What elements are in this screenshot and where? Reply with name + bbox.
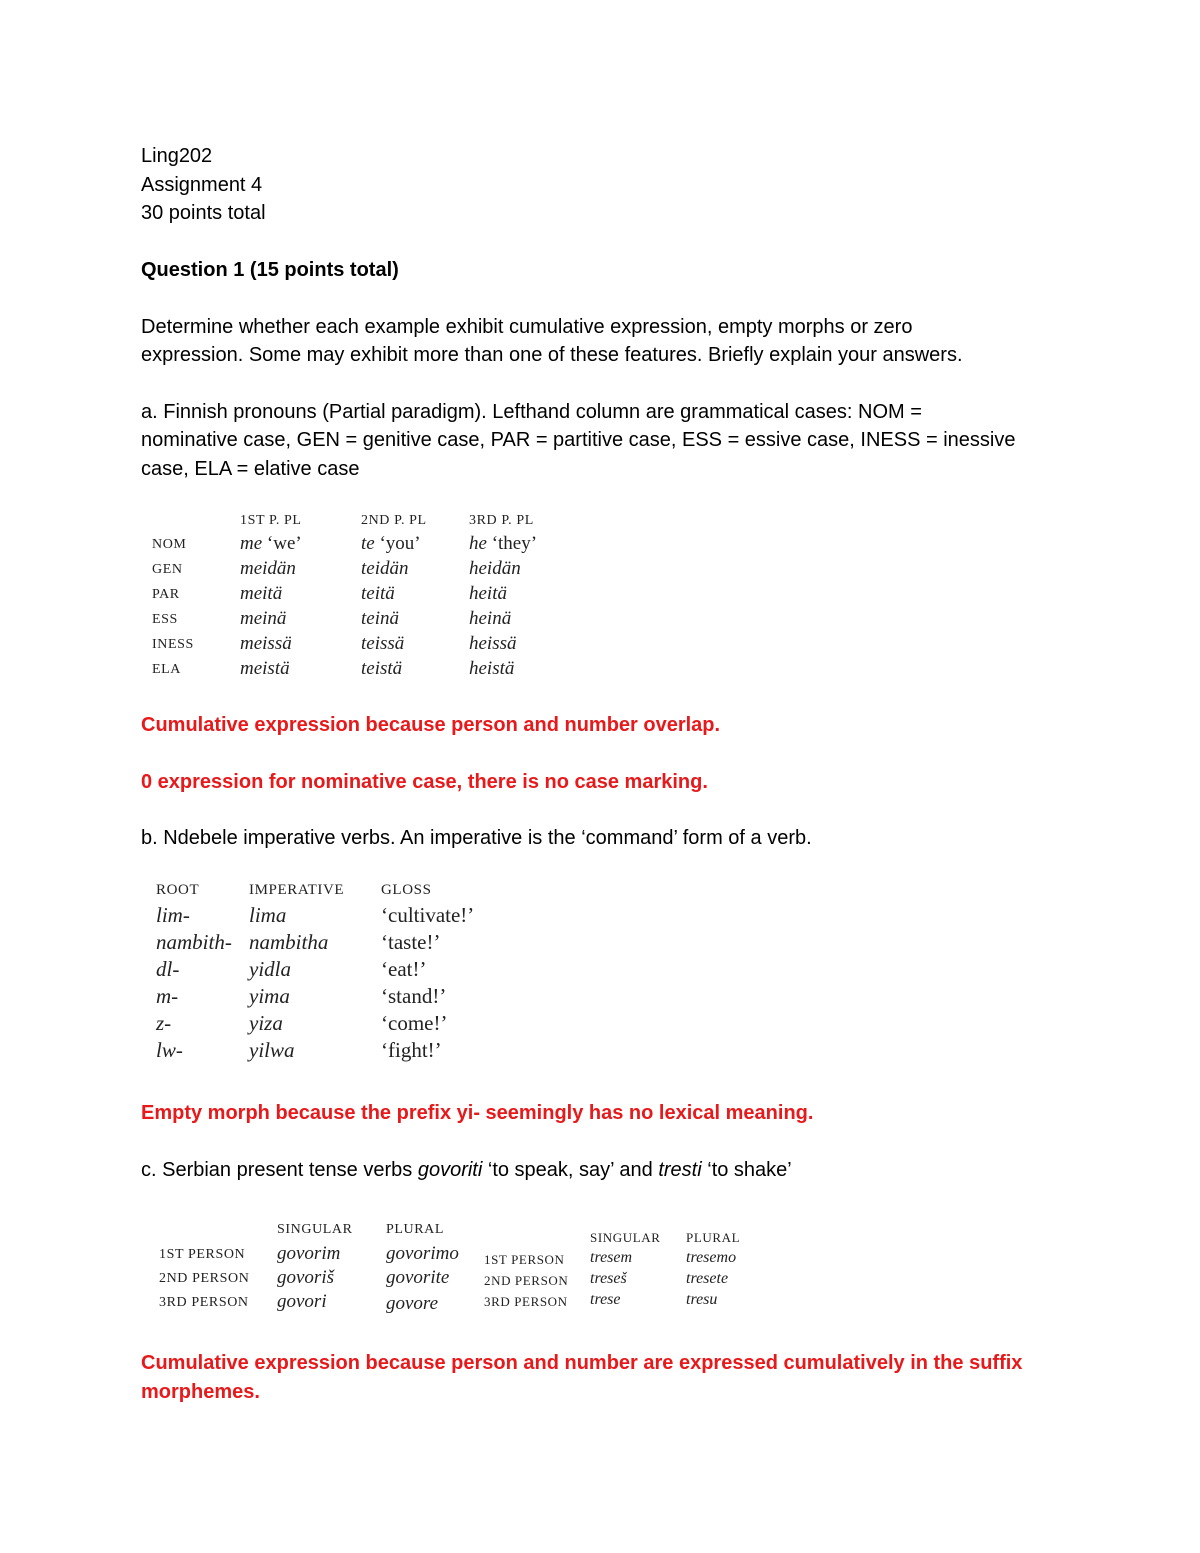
case-label: ESS bbox=[152, 612, 178, 627]
person-label: 1ST PERSON bbox=[484, 1252, 565, 1267]
table-cell: meissä bbox=[240, 633, 292, 654]
imperative-cell: yiza bbox=[249, 1011, 283, 1035]
question-instructions-line-2: expression. Some may exhibit more than one of these features. Briefly explain your answers. bbox=[141, 344, 963, 366]
serbian-govoriti-table bbox=[158, 1220, 478, 1315]
table-header: 3RD P. PL bbox=[469, 513, 534, 528]
table-header: IMPERATIVE bbox=[249, 882, 345, 898]
table-cell: teidän bbox=[361, 558, 409, 579]
root-cell: z- bbox=[156, 1011, 172, 1035]
table-cell: heissä bbox=[469, 633, 517, 654]
table-header: PLURAL bbox=[686, 1230, 741, 1245]
part-c-answer-line-2: morphemes. bbox=[141, 1381, 260, 1403]
table-header: SINGULAR bbox=[590, 1230, 661, 1245]
case-label: ELA bbox=[152, 662, 182, 677]
table-cell: heinä bbox=[469, 608, 512, 629]
part-c-line-1: c. Serbian present tense verbs govoriti ‘to speak, say’ and tresti ‘to shake’ bbox=[141, 1159, 792, 1181]
gloss-cell: ‘cultivate!’ bbox=[381, 903, 475, 927]
gloss-cell: ‘eat!’ bbox=[381, 957, 427, 981]
case-label: PAR bbox=[152, 587, 180, 602]
table-cell: heistä bbox=[469, 658, 515, 679]
table-header: ROOT bbox=[156, 882, 200, 898]
table-header: 1ST P. PL bbox=[240, 513, 302, 528]
plural-cell: govorimo bbox=[386, 1243, 459, 1264]
table-cell: meistä bbox=[240, 658, 290, 679]
singular-cell: tresem bbox=[590, 1249, 633, 1266]
gloss-cell: ‘taste!’ bbox=[381, 930, 441, 954]
root-cell: m- bbox=[156, 984, 179, 1008]
course-name: Ling202 bbox=[141, 145, 213, 167]
singular-cell: trese bbox=[590, 1291, 621, 1308]
root-cell: dl- bbox=[156, 957, 180, 981]
imperative-cell: yima bbox=[249, 984, 290, 1008]
person-label: 2ND PERSON bbox=[484, 1273, 569, 1288]
ndebele-imperative-table bbox=[155, 880, 515, 1065]
imperative-cell: yilwa bbox=[249, 1038, 295, 1062]
table-cell: meidän bbox=[240, 558, 296, 579]
table-header: 2ND P. PL bbox=[361, 513, 427, 528]
root-cell: lim- bbox=[156, 903, 190, 927]
part-a-answer-1: Cumulative expression because person and number overlap. bbox=[141, 714, 721, 736]
part-a-line-3: case, ELA = elative case bbox=[141, 458, 360, 480]
assignment-title: Assignment 4 bbox=[141, 174, 263, 196]
table-cell: heidän bbox=[469, 558, 521, 579]
part-c-answer-line-1: Cumulative expression because person and number are expressed cumulatively in the suffix bbox=[141, 1352, 1023, 1374]
table-header: PLURAL bbox=[386, 1222, 445, 1237]
person-label: 3RD PERSON bbox=[484, 1294, 568, 1309]
plural-cell: govorite bbox=[386, 1267, 450, 1288]
finnish-pronoun-table bbox=[150, 510, 570, 690]
table-cell: teitä bbox=[361, 583, 395, 604]
serbian-tresti-table bbox=[483, 1228, 753, 1313]
singular-cell: govorim bbox=[277, 1243, 341, 1264]
singular-cell: govori bbox=[277, 1291, 327, 1312]
singular-cell: treseš bbox=[590, 1270, 627, 1287]
imperative-cell: yidla bbox=[249, 957, 291, 981]
person-label: 3RD PERSON bbox=[159, 1295, 249, 1310]
table-cell: te ‘you’ bbox=[361, 533, 421, 554]
part-b-line-1: b. Ndebele imperative verbs. An imperative is the ‘command’ form of a verb. bbox=[141, 827, 812, 849]
part-a-line-2: nominative case, GEN = genitive case, PAR = partitive case, ESS = essive case, INESS = inessive bbox=[141, 429, 1016, 451]
question-instructions-line-1: Determine whether each example exhibit cumulative expression, empty morphs or zero bbox=[141, 316, 913, 338]
question-1-title: Question 1 (15 points total) bbox=[141, 259, 399, 281]
verb-govoriti: govoriti bbox=[417, 1159, 483, 1181]
points-total: 30 points total bbox=[141, 202, 266, 224]
table-cell: he ‘they’ bbox=[469, 533, 538, 554]
case-label: INESS bbox=[152, 637, 194, 652]
table-cell: meitä bbox=[240, 583, 283, 604]
imperative-cell: nambitha bbox=[249, 930, 329, 954]
table-cell: me ‘we’ bbox=[240, 533, 302, 554]
plural-cell: tresete bbox=[686, 1270, 729, 1287]
root-cell: nambith- bbox=[156, 930, 232, 954]
part-a-line-1: a. Finnish pronouns (Partial paradigm). Lefthand column are grammatical cases: NOM = bbox=[141, 401, 922, 423]
gloss-cell: ‘come!’ bbox=[381, 1011, 448, 1035]
person-label: 1ST PERSON bbox=[159, 1247, 246, 1262]
verb-tresti: tresti bbox=[658, 1159, 702, 1181]
imperative-cell: lima bbox=[249, 903, 287, 927]
table-cell: heitä bbox=[469, 583, 507, 604]
table-header: SINGULAR bbox=[277, 1222, 353, 1237]
singular-cell: govoriš bbox=[277, 1267, 334, 1288]
case-label: NOM bbox=[152, 537, 187, 552]
plural-cell: tresu bbox=[686, 1291, 718, 1308]
table-cell: teinä bbox=[361, 608, 399, 629]
gloss-cell: ‘fight!’ bbox=[381, 1038, 442, 1062]
table-cell: meinä bbox=[240, 608, 287, 629]
root-cell: lw- bbox=[156, 1038, 183, 1062]
gloss-cell: ‘stand!’ bbox=[381, 984, 447, 1008]
part-b-answer: Empty morph because the prefix yi- seemingly has no lexical meaning. bbox=[141, 1102, 814, 1124]
table-header: GLOSS bbox=[381, 882, 432, 898]
case-label: GEN bbox=[152, 562, 183, 577]
plural-cell: govore bbox=[386, 1293, 439, 1314]
part-a-answer-2: 0 expression for nominative case, there is no case marking. bbox=[141, 771, 708, 793]
table-cell: teistä bbox=[361, 658, 403, 679]
person-label: 2ND PERSON bbox=[159, 1271, 250, 1286]
table-cell: teissä bbox=[361, 633, 405, 654]
plural-cell: tresemo bbox=[686, 1249, 737, 1266]
